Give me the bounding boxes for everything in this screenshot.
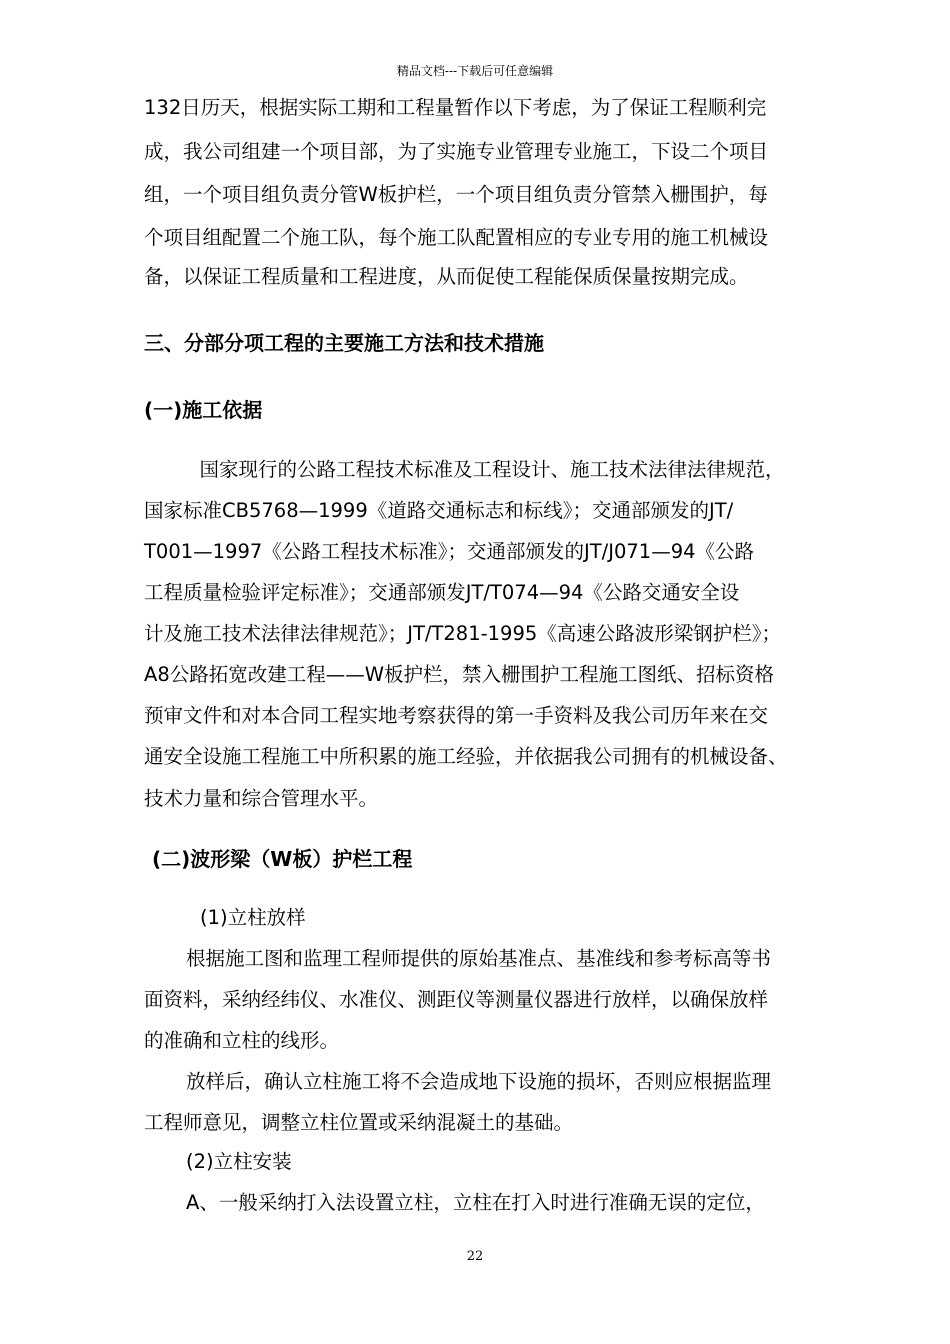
paragraph-line: 工程师意见，调整立柱位置或采纳混凝土的基础。: [144, 1111, 574, 1134]
paragraph-line: 备，以保证工程质量和工程进度，从而促使工程能保质保量按期完成。: [144, 265, 749, 288]
paragraph-line: 面资料，采纳经纬仪、水准仪、测距仪等测量仪器进行放样，以确保放样: [144, 988, 769, 1011]
paragraph-line: 国家标准CB5768—1999《道路交通标志和标线》；交通部颁发的JT/: [144, 499, 734, 522]
subsection-heading: (二)波形梁（W板）护栏工程: [152, 847, 413, 871]
paragraph-line: 放样后，确认立柱施工将不会造成地下设施的损坏，否则应根据监理: [186, 1070, 772, 1093]
item-heading: (2)立柱安装: [186, 1150, 292, 1173]
subsection-heading: (一)施工依据: [144, 398, 263, 422]
paragraph-line: 预审文件和对本合同工程实地考察获得的第一手资料及我公司历年来在交: [144, 704, 769, 727]
paragraph-line: 个项目组配置二个施工队，每个施工队配置相应的专业专用的施工机械设: [144, 226, 769, 249]
paragraph-line: A、一般采纳打入法设置立柱，立柱在打入时进行准确无误的定位，: [186, 1191, 765, 1214]
section-heading: 三、分部分项工程的主要施工方法和技术措施: [144, 331, 544, 355]
paragraph-line: 技术力量和综合管理水平。: [144, 787, 379, 810]
paragraph-line: 成，我公司组建一个项目部，为了实施专业管理专业施工，下设二个项目: [144, 140, 769, 163]
paragraph-line: 国家现行的公路工程技术标准及工程设计、施工技术法律法律规范，: [180, 458, 785, 481]
item-heading: (1)立柱放样: [200, 906, 306, 929]
paragraph-line: 132日历天，根据实际工期和工程量暂作以下考虑，为了保证工程顺利完: [144, 96, 767, 119]
paragraph-line: 组，一个项目组负责分管W板护栏，一个项目组负责分管禁入栅围护，每: [144, 183, 768, 206]
paragraph-line: 根据施工图和监理工程师提供的原始基准点、基准线和参考标高等书: [186, 947, 772, 970]
page-header: 精品文档---下载后可任意编辑: [396, 64, 554, 78]
paragraph-line: 工程质量检验评定标准》；交通部颁发JT/T074—94《公路交通安全设: [144, 581, 740, 604]
paragraph-line: 通安全设施工程施工中所积累的施工经验，并依据我公司拥有的机械设备、: [144, 745, 788, 768]
paragraph-line: 的准确和立柱的线形。: [144, 1029, 340, 1052]
paragraph-line: A8公路拓宽改建工程——W板护栏，禁入栅围护工程施工图纸、招标资格: [144, 663, 775, 686]
page-number: 22: [466, 1249, 484, 1264]
paragraph-line: T001—1997《公路工程技术标准》；交通部颁发的JT/J071—94《公路: [144, 540, 755, 563]
paragraph-line: 计及施工技术法律法律规范》；JT/T281-1995《高速公路波形梁钢护栏》；: [144, 622, 782, 645]
